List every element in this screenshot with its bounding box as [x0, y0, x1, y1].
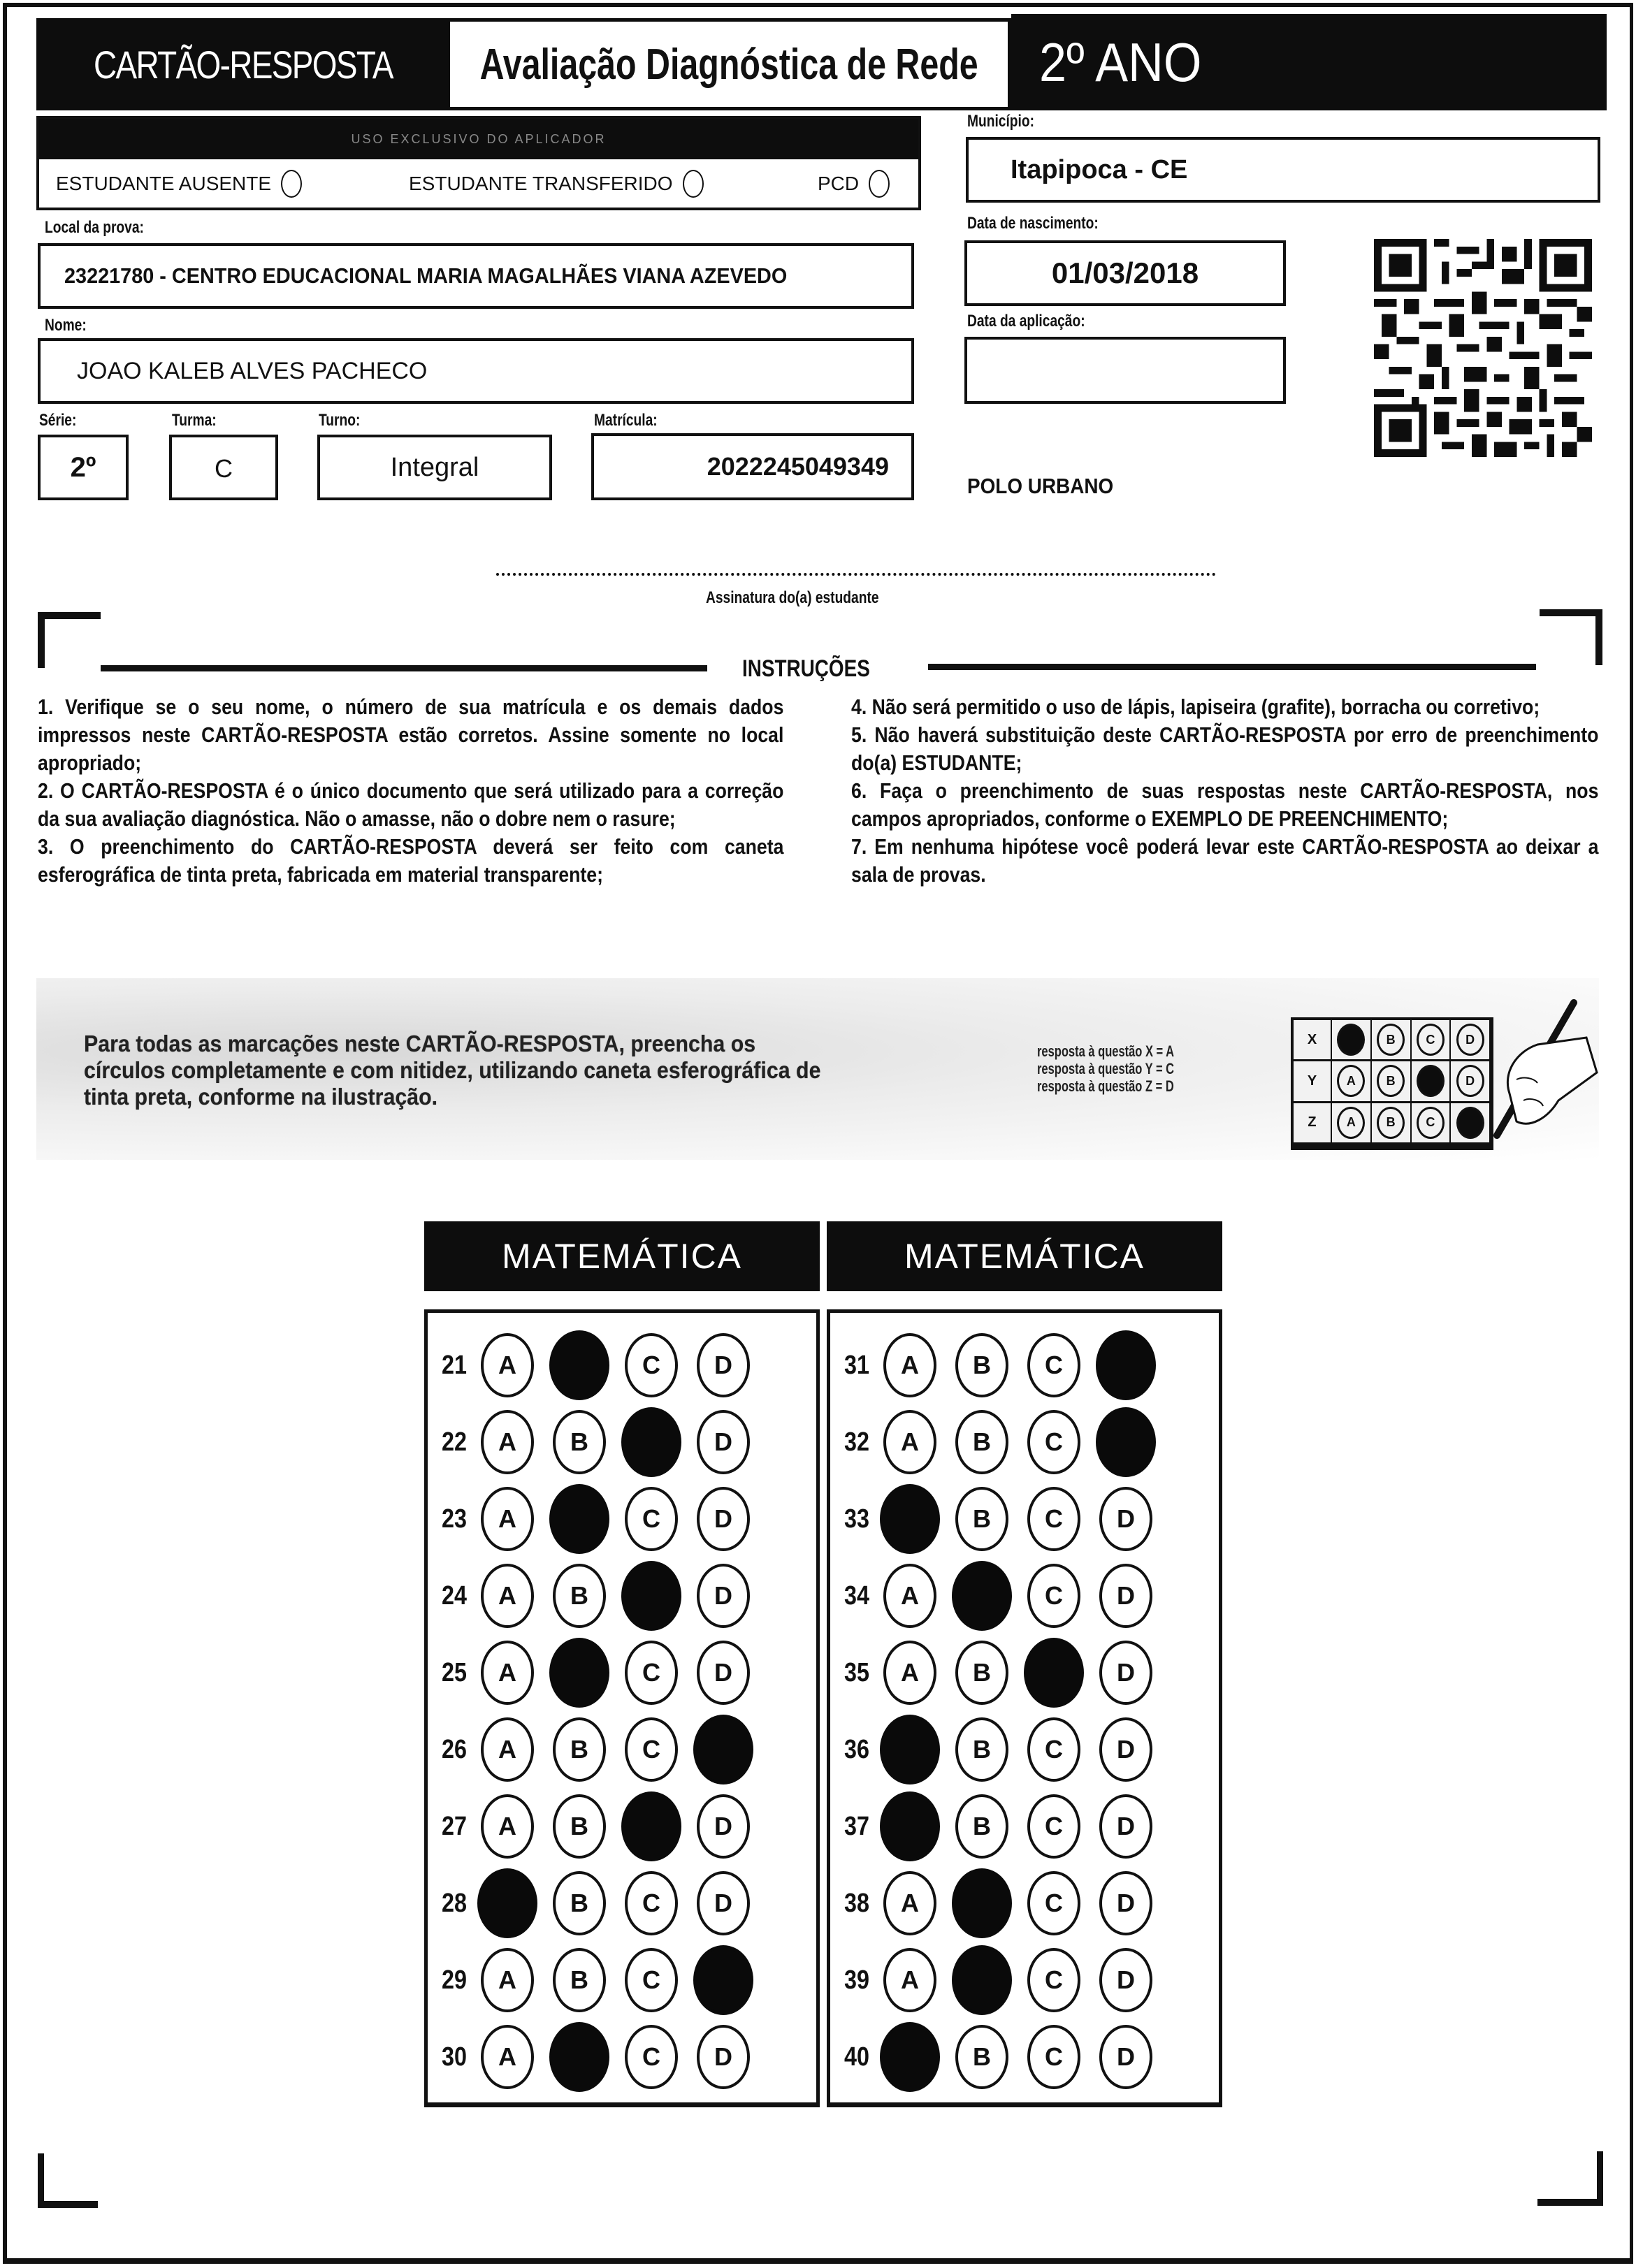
answer-bubble-b[interactable]	[955, 1333, 1008, 1397]
municipio-field	[966, 137, 1600, 203]
answer-bubble-c[interactable]	[1027, 1948, 1080, 2012]
instruction-2: 2. O CARTÃO-RESPOSTA é o único documento que será utilizado para a correção da sua avaliação diagnóstica. Não o amasse, não o dobre nem o rasure;	[38, 778, 784, 831]
answer-option-label: A	[498, 1735, 516, 1764]
turma-field	[169, 435, 278, 500]
answer-bubble-d[interactable]	[697, 2025, 750, 2089]
serie-value: 2º	[70, 451, 96, 483]
card-title: CARTÃO-RESPOSTA	[94, 42, 393, 87]
answer-bubble-b[interactable]	[955, 1717, 1008, 1782]
question-row	[428, 1942, 816, 2019]
answer-bubble-d[interactable]	[693, 1945, 753, 2015]
answer-option-label: C	[642, 1504, 660, 1533]
answer-bubble-d[interactable]	[1099, 1487, 1152, 1551]
transferred-radio[interactable]	[683, 170, 704, 198]
answer-option-label: B	[973, 1427, 991, 1456]
answer-option-label: C	[1045, 1504, 1063, 1533]
answer-panel-1	[424, 1309, 820, 2107]
answer-bubble-a[interactable]	[477, 1868, 537, 1938]
answer-bubble-c[interactable]	[1027, 1871, 1080, 1935]
answer-option-label: A	[901, 1889, 919, 1917]
transferred-label: ESTUDANTE TRANSFERIDO	[409, 172, 673, 194]
question-row	[830, 1327, 1219, 1404]
answer-option-label: A	[901, 1581, 919, 1610]
example-cell	[1332, 1061, 1372, 1103]
applicator-box	[36, 116, 921, 210]
answer-bubble-a[interactable]	[880, 1791, 940, 1861]
transferred-option[interactable]	[409, 170, 818, 198]
question-number: 27	[442, 1811, 467, 1841]
question-number: 23	[442, 1504, 467, 1534]
answer-option-label: B	[973, 1812, 991, 1840]
example-question-label: X	[1294, 1020, 1332, 1061]
question-row	[428, 1865, 816, 1942]
answer-bubble-a[interactable]	[883, 1641, 936, 1705]
corner-bracket-top-left	[38, 612, 101, 619]
fill-example-line-2: círculos completamente e com nitidez, utilizando caneta esferográfica de	[84, 1057, 821, 1083]
example-bubble: C	[1417, 1024, 1445, 1056]
answer-panel-2	[827, 1309, 1222, 2107]
example-cell	[1412, 1061, 1452, 1103]
answer-bubble-d[interactable]	[1099, 1948, 1152, 2012]
question-number: 34	[844, 1580, 869, 1611]
answer-bubble-d[interactable]	[1096, 1330, 1156, 1400]
instruction-1: 1. Verifique se o seu nome, o número de sua matrícula e os demais dados impressos neste CARTÃO-RESPOSTA estão corretos. Assine somente no local apropriado;	[38, 695, 784, 775]
example-bubble: B	[1377, 1065, 1405, 1097]
signature-line[interactable]	[496, 573, 1216, 576]
legend-x: resposta à questão X = A	[1037, 1042, 1175, 1060]
answer-bubble-a[interactable]	[481, 1948, 534, 2012]
example-bubble: D	[1456, 1065, 1484, 1097]
question-row	[428, 1634, 816, 1711]
signature-label: Assinatura do(a) estudante	[706, 588, 879, 607]
answer-option-label: C	[1045, 1889, 1063, 1917]
question-row	[830, 1557, 1219, 1634]
example-cell	[1412, 1103, 1452, 1144]
answer-option-label: D	[714, 1581, 732, 1610]
answer-bubble-b[interactable]	[955, 1794, 1008, 1859]
answer-option-label: D	[714, 2042, 732, 2071]
answer-bubble-b[interactable]	[952, 1868, 1012, 1938]
birthdate-value: 01/03/2018	[1051, 256, 1199, 289]
answer-option-label: A	[498, 1812, 516, 1840]
example-cell	[1372, 1103, 1412, 1144]
answer-bubble-d[interactable]	[697, 1641, 750, 1705]
answer-bubble-a[interactable]	[481, 1564, 534, 1628]
legend-y: resposta à questão Y = C	[1037, 1060, 1175, 1077]
question-row	[428, 1788, 816, 1865]
answer-bubble-c[interactable]	[625, 1871, 678, 1935]
turno-value: Integral	[390, 452, 479, 482]
question-row	[428, 1327, 816, 1404]
answer-bubble-d[interactable]	[697, 1564, 750, 1628]
question-number: 21	[442, 1350, 467, 1380]
subject-header-2: MATEMÁTICA	[827, 1221, 1222, 1291]
answer-bubble-c[interactable]	[1027, 2025, 1080, 2089]
answer-bubble-a[interactable]	[883, 1564, 936, 1628]
fill-example-text	[84, 1031, 885, 1110]
answer-bubble-b[interactable]	[549, 1638, 609, 1708]
answer-bubble-d[interactable]	[697, 1487, 750, 1551]
answer-bubble-d[interactable]	[1096, 1407, 1156, 1477]
answer-option-label: A	[498, 1351, 516, 1379]
answer-bubble-b[interactable]	[952, 1945, 1012, 2015]
question-row	[830, 1634, 1219, 1711]
answer-option-label: D	[1117, 1658, 1135, 1687]
example-cell	[1332, 1103, 1372, 1144]
answer-bubble-d[interactable]	[693, 1715, 753, 1784]
example-question-label: Y	[1294, 1061, 1332, 1103]
answer-bubble-d[interactable]	[1099, 1641, 1152, 1705]
example-bubble: A	[1337, 1065, 1365, 1097]
answer-bubble-c[interactable]	[621, 1791, 681, 1861]
answer-bubble-d[interactable]	[697, 1333, 750, 1397]
answer-bubble-d[interactable]	[1099, 1717, 1152, 1782]
answer-option-label: D	[1117, 1504, 1135, 1533]
answer-bubble-a[interactable]	[481, 1333, 534, 1397]
answer-bubble-b[interactable]	[553, 1564, 606, 1628]
name-field	[38, 338, 914, 404]
answer-option-label: B	[570, 1965, 588, 1994]
grade-title: 2º ANO	[1039, 31, 1202, 93]
answer-option-label: C	[642, 1889, 660, 1917]
matricula-value: 2022245049349	[707, 452, 889, 481]
answer-option-label: D	[714, 1658, 732, 1687]
question-number: 36	[844, 1734, 869, 1764]
answer-option-label: C	[1045, 1351, 1063, 1379]
instruction-4: 4. Não será permitido o uso de lápis, lapiseira (grafite), borracha ou corretivo;	[851, 695, 1540, 719]
answer-bubble-b[interactable]	[553, 1948, 606, 2012]
question-row	[830, 1942, 1219, 2019]
corner-bracket-bottom-left-v	[38, 2153, 44, 2208]
turma-label: Turma:	[172, 411, 217, 430]
answer-bubble-d[interactable]	[697, 1871, 750, 1935]
local-value: 23221780 - CENTRO EDUCACIONAL MARIA MAGALHÃES VIANA AZEVEDO	[64, 263, 788, 288]
fill-example-line-3: tinta preta, conforme na ilustração.	[84, 1084, 438, 1110]
answer-bubble-a[interactable]	[883, 1871, 936, 1935]
turno-label: Turno:	[319, 411, 361, 430]
answer-bubble-c[interactable]	[1024, 1638, 1084, 1708]
question-row	[830, 1865, 1219, 1942]
question-number: 33	[844, 1504, 869, 1534]
answer-option-label: A	[498, 1504, 516, 1533]
answer-bubble-b[interactable]	[549, 2022, 609, 2092]
answer-bubble-a[interactable]	[880, 1484, 940, 1554]
answer-option-label: B	[570, 1735, 588, 1764]
answer-bubble-a[interactable]	[883, 1948, 936, 2012]
application-date-field	[964, 337, 1286, 404]
instructions-title: INSTRUÇÕES	[742, 655, 870, 682]
answer-bubble-c[interactable]	[625, 1717, 678, 1782]
question-number: 31	[844, 1350, 869, 1380]
birthdate-label: Data de nascimento:	[967, 214, 1099, 233]
answer-bubble-d[interactable]	[697, 1410, 750, 1474]
answer-bubble-b[interactable]	[955, 1410, 1008, 1474]
example-question-label: Z	[1294, 1103, 1332, 1144]
answer-bubble-b[interactable]	[549, 1484, 609, 1554]
qr-code-icon	[1374, 239, 1592, 457]
question-number: 38	[844, 1888, 869, 1918]
answer-option-label: A	[901, 1658, 919, 1687]
absent-radio[interactable]	[281, 170, 302, 198]
answer-option-label: C	[642, 1658, 660, 1687]
instruction-5: 5. Não haverá substituição deste CARTÃO-RESPOSTA por erro de preenchimento do(a) ESTUDANTE;	[851, 722, 1599, 775]
subject-header-1: MATEMÁTICA	[424, 1221, 820, 1291]
question-number: 24	[442, 1580, 467, 1611]
answer-option-label: A	[498, 1658, 516, 1687]
answer-option-label: D	[1117, 1965, 1135, 1994]
answer-bubble-d[interactable]	[1099, 1794, 1152, 1859]
answer-option-label: A	[498, 1965, 516, 1994]
question-number: 32	[844, 1427, 869, 1457]
answer-bubble-d[interactable]	[1099, 1564, 1152, 1628]
instruction-7: 7. Em nenhuma hipótese você poderá levar este CARTÃO-RESPOSTA ao deixar a sala de provas.	[851, 834, 1599, 887]
answer-option-label: B	[973, 1658, 991, 1687]
question-row	[428, 1404, 816, 1481]
answer-option-label: B	[570, 1889, 588, 1917]
matricula-label: Matrícula:	[594, 411, 658, 430]
matricula-field	[591, 433, 914, 500]
answer-option-label: C	[1045, 1965, 1063, 1994]
example-bubble: A	[1337, 1107, 1365, 1139]
answer-option-label: A	[498, 2042, 516, 2071]
instruction-3: 3. O preenchimento do CARTÃO-RESPOSTA deverá ser feito com caneta esferográfica de tinta preta, fabricada em material transparente;	[38, 834, 784, 887]
question-number: 40	[844, 2042, 869, 2072]
answer-option-label: C	[1045, 1735, 1063, 1764]
answer-option-label: C	[1045, 1812, 1063, 1840]
answer-option-label: C	[1045, 1581, 1063, 1610]
answer-option-label: C	[642, 2042, 660, 2071]
answer-bubble-c[interactable]	[1027, 1717, 1080, 1782]
corner-bracket-bottom-left	[38, 2201, 98, 2208]
answer-option-label: D	[1117, 1735, 1135, 1764]
grade-title-banner	[1011, 14, 1607, 110]
answer-bubble-c[interactable]	[625, 2025, 678, 2089]
answer-bubble-b[interactable]	[952, 1561, 1012, 1631]
answer-bubble-c[interactable]	[1027, 1794, 1080, 1859]
answer-option-label: D	[714, 1504, 732, 1533]
name-value: JOAO KALEB ALVES PACHECO	[77, 357, 428, 384]
question-number: 37	[844, 1811, 869, 1841]
instructions-rule-right	[928, 664, 1536, 670]
exam-title-banner	[450, 18, 1011, 110]
answer-option-label: B	[570, 1581, 588, 1610]
answer-option-label: D	[1117, 1889, 1135, 1917]
answer-option-label: D	[1117, 2042, 1135, 2071]
name-label: Nome:	[45, 316, 87, 335]
local-field	[38, 243, 914, 309]
hand-with-pen-icon	[1468, 996, 1607, 1142]
answer-bubble-a[interactable]	[481, 1641, 534, 1705]
answer-bubble-c[interactable]	[625, 1333, 678, 1397]
answer-option-label: C	[1045, 2042, 1063, 2071]
answer-bubble-c[interactable]	[1027, 1410, 1080, 1474]
turma-value: C	[215, 454, 233, 483]
question-row	[830, 1481, 1219, 1557]
pcd-label: PCD	[818, 172, 860, 194]
question-row	[428, 1481, 816, 1557]
fill-example-grid	[1291, 1017, 1493, 1150]
example-bubble	[1337, 1024, 1365, 1056]
corner-bracket-bottom-right	[1537, 2199, 1603, 2206]
answer-bubble-c[interactable]	[1027, 1564, 1080, 1628]
answer-option-label: A	[498, 1581, 516, 1610]
answer-option-label: D	[714, 1889, 732, 1917]
question-number: 22	[442, 1427, 467, 1457]
answer-option-label: D	[714, 1812, 732, 1840]
answer-option-label: B	[570, 1427, 588, 1456]
answer-bubble-c[interactable]	[1027, 1333, 1080, 1397]
answer-bubble-d[interactable]	[697, 1794, 750, 1859]
answer-bubble-b[interactable]	[553, 1794, 606, 1859]
serie-label: Série:	[39, 411, 77, 430]
example-cell	[1372, 1020, 1412, 1061]
answer-option-label: B	[570, 1812, 588, 1840]
answer-bubble-a[interactable]	[481, 1717, 534, 1782]
answer-option-label: B	[973, 1351, 991, 1379]
answer-option-label: D	[714, 1427, 732, 1456]
answer-bubble-b[interactable]	[955, 2025, 1008, 2089]
example-bubble: B	[1377, 1024, 1405, 1056]
applicator-title: USO EXCLUSIVO DO APLICADOR	[39, 119, 918, 159]
answer-option-label: B	[973, 1504, 991, 1533]
local-label: Local da prova:	[45, 218, 144, 237]
answer-option-label: A	[901, 1965, 919, 1994]
instructions-right-column	[851, 693, 1600, 889]
municipio-label: Município:	[967, 112, 1034, 131]
fill-example-line-1: Para todas as marcações neste CARTÃO-RESPOSTA, preencha os	[84, 1031, 756, 1056]
question-row	[830, 2019, 1219, 2095]
answer-option-label: A	[901, 1351, 919, 1379]
question-number: 39	[844, 1965, 869, 1995]
answer-bubble-c[interactable]	[1027, 1487, 1080, 1551]
question-number: 28	[442, 1888, 467, 1918]
birthdate-field	[964, 240, 1286, 306]
answer-bubble-a[interactable]	[481, 1794, 534, 1859]
answer-bubble-c[interactable]	[625, 1948, 678, 2012]
corner-bracket-top-right	[1540, 609, 1602, 616]
example-bubble: B	[1377, 1107, 1405, 1139]
example-bubble	[1417, 1065, 1445, 1097]
question-row	[428, 1711, 816, 1788]
question-number: 29	[442, 1965, 467, 1995]
question-number: 30	[442, 2042, 467, 2072]
polo-label: POLO URBANO	[967, 474, 1114, 498]
answer-bubble-b[interactable]	[955, 1487, 1008, 1551]
answer-bubble-a[interactable]	[883, 1410, 936, 1474]
answer-bubble-c[interactable]	[625, 1641, 678, 1705]
exam-title: Avaliação Diagnóstica de Rede	[479, 40, 978, 89]
absent-option[interactable]	[56, 170, 409, 198]
example-bubble: D	[1456, 1024, 1484, 1056]
answer-bubble-b[interactable]	[553, 1410, 606, 1474]
answer-bubble-b[interactable]	[955, 1641, 1008, 1705]
answer-bubble-b[interactable]	[553, 1871, 606, 1935]
serie-field	[38, 435, 129, 500]
answer-option-label: C	[642, 1735, 660, 1764]
answer-bubble-a[interactable]	[481, 1487, 534, 1551]
example-bubble: C	[1417, 1107, 1445, 1139]
answer-bubble-b[interactable]	[553, 1717, 606, 1782]
instructions-rule-left	[101, 665, 707, 671]
pcd-radio[interactable]	[869, 170, 890, 198]
answer-option-label: B	[973, 2042, 991, 2071]
absent-label: ESTUDANTE AUSENTE	[56, 172, 272, 194]
answer-bubble-b[interactable]	[549, 1330, 609, 1400]
answer-option-label: D	[1117, 1581, 1135, 1610]
municipio-value: Itapipoca - CE	[1011, 154, 1188, 184]
answer-option-label: A	[498, 1427, 516, 1456]
question-number: 25	[442, 1657, 467, 1687]
turno-field	[317, 435, 552, 500]
application-date-label: Data da aplicação:	[967, 312, 1085, 330]
corner-bracket-bottom-right-v	[1597, 2151, 1603, 2206]
fill-example-legend	[1037, 1042, 1219, 1095]
answer-option-label: C	[642, 1351, 660, 1379]
answer-bubble-a[interactable]	[883, 1333, 936, 1397]
example-cell	[1412, 1020, 1452, 1061]
answer-bubble-a[interactable]	[880, 2022, 940, 2092]
answer-option-label: A	[901, 1427, 919, 1456]
answer-bubble-c[interactable]	[625, 1487, 678, 1551]
question-row	[428, 2019, 816, 2095]
answer-bubble-a[interactable]	[481, 1410, 534, 1474]
question-row	[428, 1557, 816, 1634]
instructions-left-column	[38, 693, 786, 889]
example-cell	[1372, 1061, 1412, 1103]
example-cell	[1332, 1020, 1372, 1061]
card-title-banner	[36, 18, 450, 110]
answer-option-label: B	[973, 1735, 991, 1764]
pcd-option[interactable]	[818, 170, 890, 198]
corner-bracket-top-right-v	[1595, 609, 1602, 665]
legend-z: resposta à questão Z = D	[1037, 1077, 1174, 1095]
answer-option-label: C	[642, 1965, 660, 1994]
question-row	[830, 1404, 1219, 1481]
instruction-6: 6. Faça o preenchimento de suas respostas neste CARTÃO-RESPOSTA, nos campos apropriados, conforme o EXEMPLO DE PREENCHIMENTO;	[851, 778, 1599, 831]
answer-option-label: D	[1117, 1812, 1135, 1840]
corner-bracket-top-left-v	[38, 612, 45, 668]
question-number: 26	[442, 1734, 467, 1764]
answer-bubble-c[interactable]	[621, 1561, 681, 1631]
question-row	[830, 1711, 1219, 1788]
answer-option-label: C	[1045, 1427, 1063, 1456]
answer-bubble-a[interactable]	[481, 2025, 534, 2089]
question-number: 35	[844, 1657, 869, 1687]
answer-bubble-c[interactable]	[621, 1407, 681, 1477]
answer-option-label: D	[714, 1351, 732, 1379]
answer-bubble-d[interactable]	[1099, 1871, 1152, 1935]
answer-bubble-d[interactable]	[1099, 2025, 1152, 2089]
question-row	[830, 1788, 1219, 1865]
answer-bubble-a[interactable]	[880, 1715, 940, 1784]
